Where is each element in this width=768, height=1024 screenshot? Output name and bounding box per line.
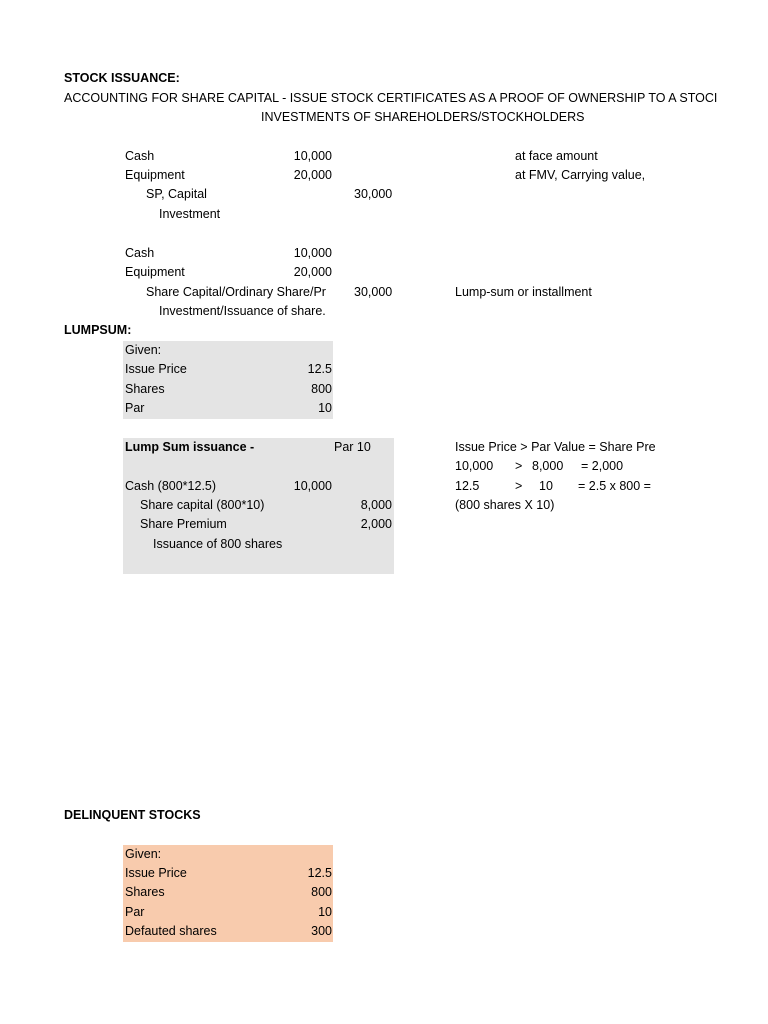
lump-sum-share-premium-label: Share Premium — [140, 517, 227, 531]
entry1-equipment-label: Equipment — [125, 168, 185, 182]
given2-header: Given: — [125, 847, 162, 861]
given1-label-par: Par — [125, 401, 145, 415]
premium-note-line-3-d: = 2.5 x 800 = — [578, 479, 651, 493]
premium-note-line-3-c: 10 — [539, 479, 553, 493]
given2-value-defaulted-shares: 300 — [311, 924, 332, 938]
given1-value-par: 10 — [318, 401, 332, 415]
given2-label-shares: Shares — [125, 885, 165, 899]
subtitle-line-1: ACCOUNTING FOR SHARE CAPITAL - ISSUE STOCK CERTIFICATES AS A PROOF OF OWNERSHIP TO A STOCI — [64, 91, 718, 105]
premium-note-line-2-d: = 2,000 — [581, 459, 624, 473]
given2-label-par: Par — [125, 905, 145, 919]
premium-note-line-4: (800 shares X 10) — [455, 498, 555, 512]
entry2-equipment-label: Equipment — [125, 265, 185, 279]
entry2-credit-amount: 30,000 — [354, 285, 393, 299]
lump-sum-par-label: Par 10 — [334, 440, 371, 454]
entry1-credit-amount: 30,000 — [354, 187, 393, 201]
given2-label-issue-price: Issue Price — [125, 866, 187, 880]
entry1-cash-label: Cash — [125, 149, 155, 163]
entry1-note-cash: at face amount — [515, 149, 598, 163]
entry1-note-equipment: at FMV, Carrying value, — [515, 168, 646, 182]
premium-note-line-3-a: 12.5 — [455, 479, 480, 493]
lump-sum-title: Lump Sum issuance - — [125, 440, 255, 454]
entry1-credit-label-2: Investment — [159, 207, 221, 221]
given1-header: Given: — [125, 343, 162, 357]
entry2-equipment-debit: 20,000 — [293, 265, 332, 279]
premium-note-line-2-b: > — [515, 459, 523, 473]
given2-value-issue-price: 12.5 — [307, 866, 332, 880]
given1-value-shares: 800 — [311, 382, 332, 396]
delinquent-heading: DELINQUENT STOCKS — [64, 808, 201, 822]
entry2-cash-debit: 10,000 — [293, 246, 332, 260]
entry2-note: Lump-sum or installment — [455, 285, 592, 299]
given1-label-issue-price: Issue Price — [125, 362, 187, 376]
premium-note-line-2-a: 10,000 — [455, 459, 494, 473]
entry1-equipment-debit: 20,000 — [293, 168, 332, 182]
given1-label-shares: Shares — [125, 382, 165, 396]
entry1-cash-debit: 10,000 — [293, 149, 332, 163]
entry2-credit-label-2: Investment/Issuance of share. — [159, 304, 326, 318]
subtitle-line-2: INVESTMENTS OF SHAREHOLDERS/STOCKHOLDERS — [261, 110, 585, 124]
lump-sum-share-premium-credit: 2,000 — [360, 517, 392, 531]
lump-sum-memo: Issuance of 800 shares — [153, 537, 283, 551]
given2-value-shares: 800 — [311, 885, 332, 899]
premium-note-line-2-c: 8,000 — [532, 459, 564, 473]
lump-sum-cash-debit: 10,000 — [293, 479, 332, 493]
lump-sum-cash-label: Cash (800*12.5) — [125, 479, 217, 493]
given2-value-par: 10 — [318, 905, 332, 919]
entry1-credit-label-1: SP, Capital — [146, 187, 207, 201]
entry2-cash-label: Cash — [125, 246, 155, 260]
premium-note-line-1: Issue Price > Par Value = Share Pre — [455, 440, 656, 454]
premium-note-line-3-b: > — [515, 479, 523, 493]
lump-sum-share-capital-label: Share capital (800*10) — [140, 498, 265, 512]
page-title: STOCK ISSUANCE: — [64, 71, 180, 85]
given1-value-issue-price: 12.5 — [307, 362, 332, 376]
given2-label-defaulted-shares: Defauted shares — [125, 924, 217, 938]
lump-sum-share-capital-credit: 8,000 — [360, 498, 392, 512]
entry2-credit-label-1: Share Capital/Ordinary Share/Pr — [146, 285, 326, 299]
lumpsum-heading: LUMPSUM: — [64, 323, 132, 337]
